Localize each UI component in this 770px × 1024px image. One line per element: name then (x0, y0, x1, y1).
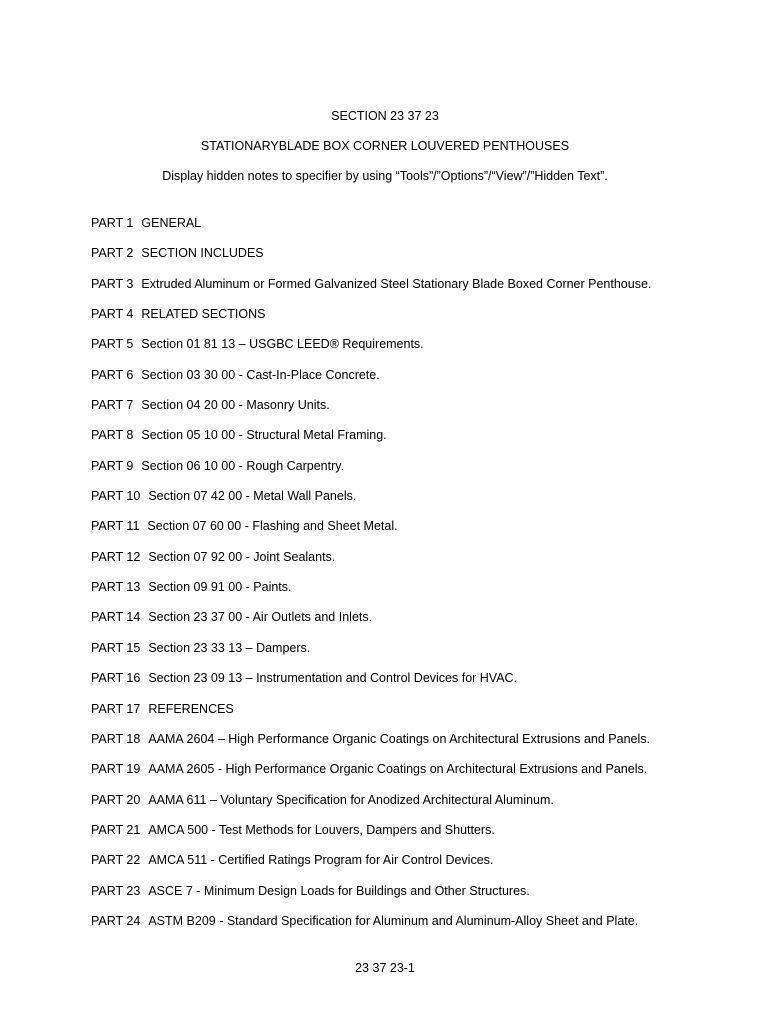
part-text: Section 05 10 00 - Structural Metal Framing. (141, 428, 387, 443)
part-label: PART 13 (91, 580, 141, 595)
part-item (91, 822, 651, 852)
part-item (91, 852, 651, 882)
part-text: Section 09 91 00 - Paints. (148, 580, 292, 595)
part-text: Section 07 60 00 - Flashing and Sheet Metal. (147, 519, 398, 534)
part-text: Extruded Aluminum or Formed Galvanized Steel Stationary Blade Boxed Corner Penthouse. (141, 276, 652, 291)
part-label: PART 15 (91, 640, 141, 655)
part-text: AMCA 511 - Certified Ratings Program for Air Control Devices. (148, 853, 494, 868)
part-text: Section 01 81 13 – USGBC LEED® Requirements. (141, 337, 424, 352)
part-item (91, 549, 651, 579)
part-text: Section 07 42 00 - Metal Wall Panels. (148, 489, 357, 504)
part-label: PART 21 (91, 822, 141, 837)
part-text: Section 03 30 00 - Cast-In-Place Concrete. (141, 367, 380, 382)
part-item (91, 701, 651, 731)
part-label: PART 12 (91, 549, 141, 564)
part-label: PART 11 (91, 519, 140, 534)
part-item (91, 579, 651, 609)
part-label: PART 14 (91, 610, 141, 625)
part-label: PART 7 (91, 398, 134, 413)
part-item (91, 670, 651, 700)
part-text: GENERAL (141, 216, 202, 230)
page-number: 23 37 23-1 (355, 961, 415, 975)
part-item (91, 276, 651, 306)
part-label: PART 23 (91, 883, 141, 898)
part-text: RELATED SECTIONS (141, 307, 266, 322)
part-item (91, 336, 651, 366)
part-text: SECTION INCLUDES (141, 246, 264, 261)
part-label: PART 24 (91, 913, 141, 928)
part-text: AAMA 2605 - High Performance Organic Coatings on Architectural Extrusions and Panels. (148, 762, 648, 777)
part-label: PART 19 (91, 762, 141, 777)
part-item (91, 761, 651, 791)
part-text: ASCE 7 - Minimum Design Loads for Buildings and Other Structures. (148, 883, 530, 898)
part-item (91, 609, 651, 639)
part-item (91, 397, 651, 427)
part-item (91, 367, 651, 397)
part-label: PART 20 (91, 792, 141, 807)
part-label: PART 2 (91, 246, 134, 261)
part-item (91, 488, 651, 518)
part-item (91, 731, 651, 761)
part-item (91, 792, 651, 822)
part-text: Section 23 37 00 - Air Outlets and Inlets. (148, 610, 373, 625)
part-label: PART 9 (91, 458, 134, 473)
part-text: Section 23 33 13 – Dampers. (148, 640, 311, 655)
part-item (91, 427, 651, 457)
part-label: PART 18 (91, 731, 141, 746)
part-text: AAMA 2604 – High Performance Organic Coatings on Architectural Extrusions and Panels. (148, 731, 650, 746)
part-label: PART 3 (91, 276, 134, 291)
part-text: REFERENCES (148, 701, 234, 716)
part-label: PART 1 (91, 216, 134, 230)
part-text: Section 06 10 00 - Rough Carpentry. (141, 458, 345, 473)
part-label: PART 8 (91, 428, 134, 443)
part-label: PART 17 (91, 701, 141, 716)
part-label: PART 16 (91, 671, 141, 686)
part-item (91, 245, 651, 275)
part-label: PART 22 (91, 853, 141, 868)
part-item (91, 306, 651, 336)
part-item (91, 640, 651, 670)
section-number: SECTION 23 37 23 (331, 109, 439, 123)
hidden-text-note: Display hidden notes to specifier by using “Tools”/”Options”/“View”/”Hidden Text”. (162, 169, 608, 183)
part-label: PART 4 (91, 307, 134, 322)
part-item (91, 458, 651, 488)
part-item (91, 215, 651, 245)
parts-list (91, 215, 651, 943)
part-label: PART 5 (91, 337, 134, 352)
part-item (91, 883, 651, 913)
part-text: ASTM B209 - Standard Specification for Aluminum and Aluminum-Alloy Sheet and Plate. (148, 913, 639, 928)
part-item (91, 913, 651, 943)
part-text: Section 07 92 00 - Joint Sealants. (148, 549, 336, 564)
part-text: AAMA 611 – Voluntary Specification for Anodized Architectural Aluminum. (148, 792, 554, 807)
part-label: PART 10 (91, 489, 141, 504)
part-label: PART 6 (91, 367, 134, 382)
section-title: STATIONARYBLADE BOX CORNER LOUVERED PENTHOUSES (200, 139, 570, 153)
part-text: AMCA 500 - Test Methods for Louvers, Dampers and Shutters. (148, 822, 495, 837)
part-item (91, 518, 651, 548)
part-text: Section 23 09 13 – Instrumentation and Control Devices for HVAC. (148, 671, 518, 686)
part-text: Section 04 20 00 - Masonry Units. (141, 398, 330, 413)
